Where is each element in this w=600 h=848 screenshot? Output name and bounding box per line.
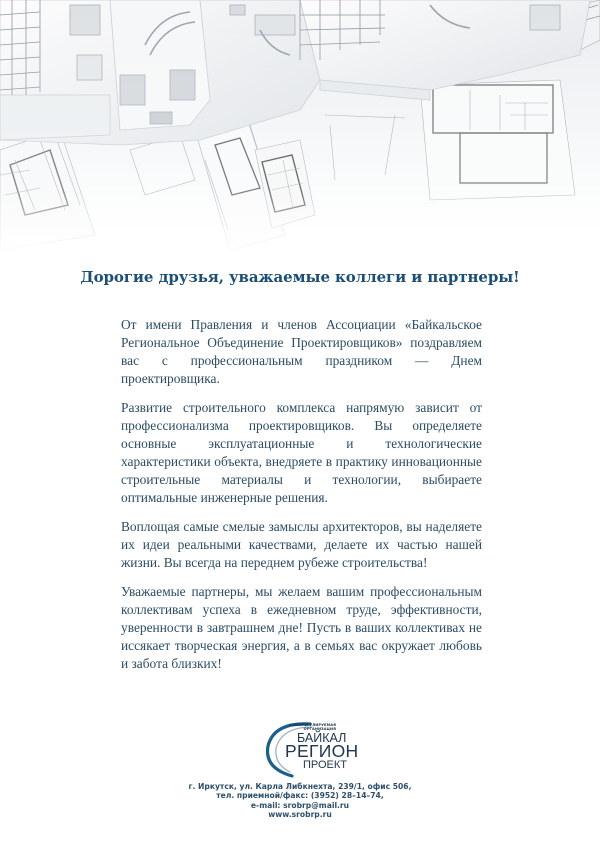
paragraph-congratulation: От имени Правления и членов Ассоциации «Байкальское Региональное Объединение Проектировщиков» поздравляем вас с профессиональным праздником — Днем проектировщика. xyxy=(121,317,482,386)
logo-word-baikal: БАЙКАЛ xyxy=(297,731,347,745)
contact-address: г. Иркутск, ул. Карла Либкнехта, 239/1, офис 506, xyxy=(188,782,412,791)
contact-website[interactable]: www.srobrp.ru xyxy=(268,809,332,819)
paragraph-wishes: Уважаемые партнеры, мы желаем вашим профессиональным коллективам успеха в ежедневном труде, эффективности, уверенности в завтрашнем дне! Пусть в ваших коллективах не иссякает творческая энергия, а в семьях вас окружает любовь и забота близких! xyxy=(121,584,482,671)
logo-word-region: РЕГИОН xyxy=(285,741,359,761)
architecture-illustration xyxy=(0,0,600,255)
paragraph-architects: Воплощая самые смелые замыслы архитекторов, вы наделяете их идеи реальными качествами, делаете их частью нашей жизни. Вы всегда на переднем рубеже строительства! xyxy=(121,519,482,570)
paragraph-industry-role: Развитие строительного комплекса напрямую зависит от профессионализма проектировщиков. Вы определяете основные эксплуатационные и технологические характеристики объекта, внедряете в практику инновационные строительные материалы и технологии, выбираете оптимальные инженерные решения. xyxy=(121,400,482,505)
contact-email[interactable]: e-mail: srobrp@mail.ru xyxy=(250,800,350,810)
logo-tagline xyxy=(282,723,336,731)
logo-tagline-line1: САМОРЕГУЛИРУЕМАЯ xyxy=(289,723,336,727)
greeting-letter-body xyxy=(121,316,482,684)
logo-tagline-line2: ОРГАНИЗАЦИЯ xyxy=(303,727,336,731)
contact-phone: тел. приемной/факс: (3952) 28–14–74, xyxy=(216,791,384,801)
logo-word-proekt: ПРОЕКТ xyxy=(303,759,348,771)
contact-info xyxy=(0,782,600,819)
baikal-region-proekt-logo xyxy=(252,718,362,778)
greeting-title: Дорогие друзья, уважаемые коллеги и партнеры! xyxy=(80,268,520,286)
hero-architecture-image xyxy=(0,0,600,255)
